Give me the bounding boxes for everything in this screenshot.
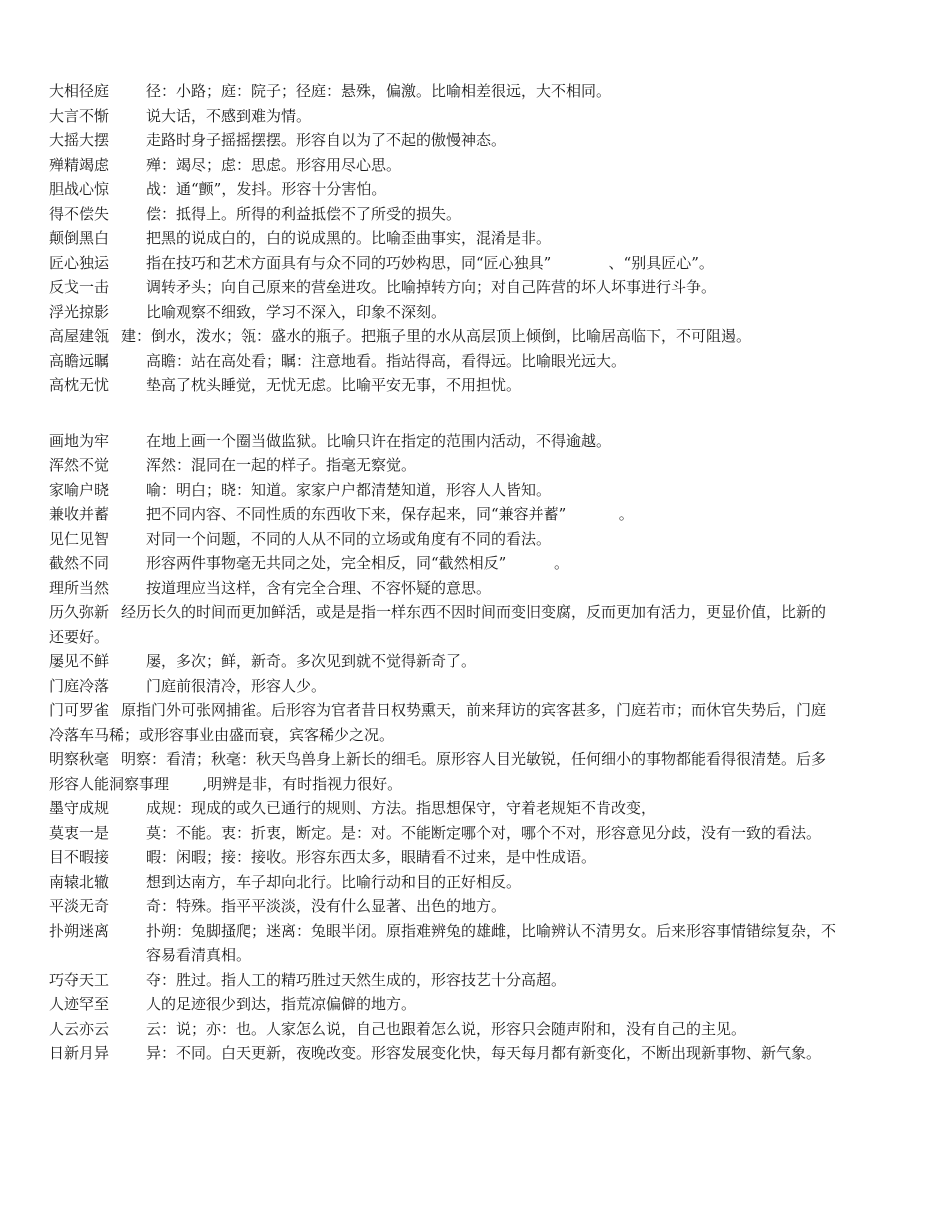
idiom-entry <box>49 275 910 300</box>
idiom-term: 大相径庭 <box>49 82 110 100</box>
idiom-term: 目不暇接 <box>49 848 110 866</box>
idiom-entry <box>49 821 910 846</box>
idiom-entry <box>49 747 839 796</box>
idiom-definition: 偿：抵得上。所得的利益抵偿不了所受的损失。 <box>146 204 462 223</box>
idiom-term: 门庭冷落 <box>49 676 110 695</box>
idiom-term: 胆战心惊 <box>49 180 110 198</box>
idiom-definition: 指在技巧和艺术方面具有与众不同的巧妙构思，同“匠心独具” 、“别具匠心”。 <box>146 253 714 272</box>
idiom-term: 兼收并蓄 <box>49 505 110 523</box>
idiom-entry <box>49 968 910 993</box>
idiom-term: 高枕无忧 <box>49 376 110 394</box>
idiom-entry <box>49 128 910 153</box>
idiom-term: 莫衷一是 <box>49 823 110 842</box>
idiom-term: 匠心独运 <box>49 253 110 272</box>
idiom-definition: 异：不同。白天更新，夜晚改变。形容发展变化快，每天每月都有新变化，不断出现新事物、新气象。 <box>146 1044 822 1062</box>
idiom-entry <box>49 453 910 478</box>
idiom-entry <box>49 300 910 325</box>
idiom-term: 明察秋毫 <box>49 750 110 768</box>
idiom-entry <box>49 698 839 747</box>
idiom-definition: 成规：现成的或久已通行的规则、方法。指思想保守，守着老规矩不肯改变， <box>146 799 657 817</box>
idiom-definition: 人的足迹很少到达，指荒凉偏僻的地方。 <box>146 995 417 1013</box>
idiom-entry <box>49 894 910 919</box>
idiom-definition: 形容两件事物毫无共同之处，完全相反，同“截然相反” 。 <box>146 554 570 572</box>
idiom-entry <box>49 576 910 601</box>
idiom-entry <box>49 324 839 349</box>
idiom-definition: 走路时身子摇摇摆摆。形容自以为了不起的傲慢神态。 <box>146 131 507 149</box>
idiom-entry <box>49 845 910 870</box>
idiom-definition: 扑朔：兔脚搔爬；迷离：兔眼半闭。原指难辨兔的雄雌，比喻辨认不清男女。后来形容事情错综复杂，不容易看清真相。 <box>146 921 837 964</box>
idiom-definition: 战：通“颤”，发抖。形容十分害怕。 <box>146 180 387 198</box>
idiom-entry <box>49 104 910 129</box>
idiom-term: 巧夺天工 <box>49 970 110 989</box>
idiom-term: 浑然不觉 <box>49 456 110 474</box>
idiom-entry <box>49 502 910 527</box>
idiom-term: 人云亦云 <box>49 1019 110 1038</box>
idiom-entry <box>49 600 839 649</box>
idiom-definition: 想到达南方，车子却向北行。比喻行动和目的正好相反。 <box>146 872 522 891</box>
idiom-definition: 在地上画一个圈当做监狱。比喻只许在指定的范围内活动，不得逾越。 <box>146 431 612 450</box>
idiom-definition: 门庭前很清冷，形容人少。 <box>146 676 327 695</box>
idiom-entry <box>49 153 910 178</box>
idiom-entry <box>49 870 910 895</box>
idiom-term: 大摇大摆 <box>49 131 110 149</box>
idiom-term: 南辕北辙 <box>49 872 110 891</box>
idiom-definition: 暇：闲暇；接：接收。形容东西太多，眼睛看不过来，是中性成语。 <box>146 848 597 866</box>
section-spacer <box>49 398 910 429</box>
idiom-definition: 经历长久的时间而更加鲜活，或是是指一样东西不因时间而变旧变腐，反而更加有活力，更显价值，比新的还要好。 <box>49 603 827 646</box>
idiom-definition: 对同一个问题，不同的人从不同的立场或角度有不同的看法。 <box>146 529 552 548</box>
idiom-entry <box>49 551 910 576</box>
idiom-entry <box>49 1041 910 1066</box>
idiom-term: 殚精竭虑 <box>49 155 110 174</box>
idiom-term: 墨守成规 <box>49 799 110 817</box>
idiom-entry <box>49 429 910 454</box>
idiom-definition: 垫高了枕头睡觉，无忧无虑。比喻平安无事，不用担忧。 <box>146 376 522 394</box>
idiom-definition: 夺：胜过。指人工的精巧胜过天然生成的，形容技艺十分高超。 <box>146 970 567 989</box>
idiom-definition: 原指门外可张网捕雀。后形容为官者昔日权势熏天，前来拜访的宾客甚多，门庭若市；而休官失势后，门庭冷落车马稀；或形容事业由盛而衰，宾客稀少之况。 <box>49 701 827 744</box>
idiom-definition: 浑然：混同在一起的样子。指毫无察觉。 <box>146 456 417 474</box>
idiom-entry <box>49 919 910 968</box>
idiom-entry <box>49 674 910 699</box>
idiom-section-1 <box>49 79 910 398</box>
idiom-term: 截然不同 <box>49 554 110 572</box>
idiom-term: 家喻户晓 <box>49 480 110 499</box>
idiom-term: 浮光掠影 <box>49 302 110 321</box>
idiom-definition: 喻：明白；晓：知道。家家户户都清楚知道，形容人人皆知。 <box>146 480 552 499</box>
idiom-definition: 明察：看清；秋毫：秋天鸟兽身上新长的细毛。原形容人目光敏锐，任何细小的事物都能看得很清楚。后多形容人能洞察事理 ,明辨是非，有时指视力很好。 <box>49 750 827 793</box>
idiom-definition: 建：倒水，泼水；瓴：盛水的瓶子。把瓶子里的水从高层顶上倾倒，比喻居高临下，不可阻遏。 <box>121 327 752 345</box>
idiom-entry <box>49 478 910 503</box>
idiom-definition: 云：说；亦：也。人家怎么说，自己也跟着怎么说，形容只会随声附和，没有自己的主见。 <box>146 1019 747 1038</box>
idiom-definition: 径：小路；庭：院子；径庭：悬殊，偏激。比喻相差很远，大不相同。 <box>146 82 612 100</box>
idiom-entry <box>49 649 910 674</box>
idiom-term: 平淡无奇 <box>49 897 110 915</box>
idiom-term: 门可罗雀 <box>49 701 110 719</box>
idiom-term: 日新月异 <box>49 1044 110 1062</box>
idiom-term: 反戈一击 <box>49 278 110 296</box>
idiom-entry <box>49 1017 910 1042</box>
idiom-entry <box>49 796 910 821</box>
idiom-entry <box>49 79 910 104</box>
idiom-term: 颠倒黑白 <box>49 229 110 247</box>
idiom-term: 得不偿失 <box>49 204 110 223</box>
idiom-term: 高瞻远瞩 <box>49 351 110 370</box>
idiom-term: 高屋建瓴 <box>49 327 110 345</box>
idiom-definition: 把不同内容、不同性质的东西收下来，保存起来，同“兼容并蓄” 。 <box>146 505 634 523</box>
idiom-definition: 屡，多次；鲜，新奇。多次见到就不觉得新奇了。 <box>146 652 477 670</box>
idiom-term: 屡见不鲜 <box>49 652 110 670</box>
idiom-definition: 比喻观察不细致，学习不深入，印象不深刻。 <box>146 302 447 321</box>
idiom-definition: 说大话，不感到难为情。 <box>146 106 312 125</box>
idiom-definition: 高瞻：站在高处看；瞩：注意地看。指站得高，看得远。比喻眼光远大。 <box>146 351 627 370</box>
idiom-term: 理所当然 <box>49 578 110 597</box>
idiom-section-2 <box>49 429 910 1066</box>
idiom-term: 见仁见智 <box>49 529 110 548</box>
idiom-definition: 把黑的说成白的，白的说成黑的。比喻歪曲事实，混淆是非。 <box>146 229 552 247</box>
idiom-term: 人迹罕至 <box>49 995 110 1013</box>
idiom-entry <box>49 177 910 202</box>
idiom-definition: 莫：不能。衷：折衷，断定。是：对。不能断定哪个对，哪个不对，形容意见分歧，没有一致的看法。 <box>146 823 822 842</box>
idiom-entry <box>49 373 910 398</box>
idiom-term: 历久弥新 <box>49 603 110 621</box>
idiom-definition: 奇：特殊。指平平淡淡，没有什么显著、出色的地方。 <box>146 897 507 915</box>
idiom-entry <box>49 527 910 552</box>
idiom-term: 大言不惭 <box>49 106 110 125</box>
idiom-entry <box>49 992 910 1017</box>
idiom-entry <box>49 251 910 276</box>
idiom-definition: 调转矛头；向自己原来的营垒进攻。比喻掉转方向；对自己阵营的坏人坏事进行斗争。 <box>146 278 717 296</box>
idiom-entry <box>49 202 910 227</box>
idiom-entry <box>49 226 910 251</box>
idiom-entry <box>49 349 910 374</box>
idiom-definition: 按道理应当这样，含有完全合理、不容怀疑的意思。 <box>146 578 492 597</box>
idiom-term: 画地为牢 <box>49 431 110 450</box>
idiom-term: 扑朔迷离 <box>49 921 110 940</box>
idiom-definition: 殚：竭尽；虑：思虑。形容用尽心思。 <box>146 155 402 174</box>
